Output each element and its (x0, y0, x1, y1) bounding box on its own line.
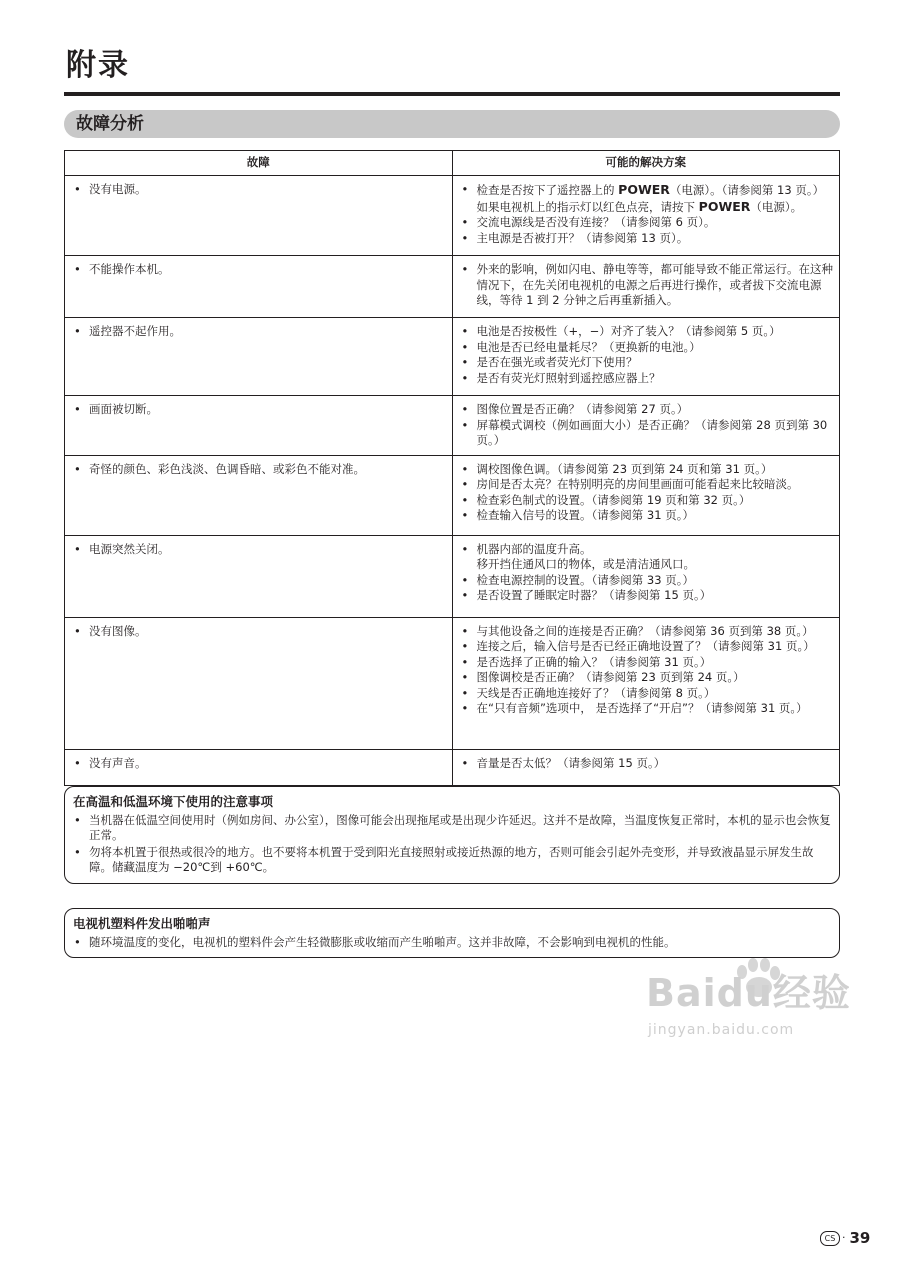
power-key-label: POWER (618, 182, 670, 197)
solution-text: 电池是否已经电量耗尽？（更换新的电池。） (476, 339, 701, 354)
solution-item (461, 477, 834, 493)
solution-cell (452, 617, 840, 749)
problem-cell (65, 318, 453, 396)
bullet-icon: • (74, 755, 81, 770)
solution-item (461, 756, 834, 772)
problem-item (73, 324, 446, 340)
solution-item (461, 262, 834, 309)
bullet-icon: • (461, 541, 469, 556)
bullet-icon: • (74, 182, 81, 196)
solution-text: 图像位置是否正确？（请参阅第 27 页。） (476, 402, 689, 416)
solution-item (461, 701, 834, 717)
problem-item (73, 756, 446, 772)
solution-item (461, 493, 834, 509)
note-item-text: 勿将本机置于很热或很冷的地方。也不要将本机置于受到阳光直接照射或接近热源的地方，否则可能会引起外壳变形，并导致液晶显示屏发生故障。储藏温度为 −20℃到 +60℃。 (89, 844, 814, 874)
solution-text: 房间是否太亮？在特别明亮的房间里画面可能看起来比较暗淡。 (476, 477, 799, 491)
bullet-icon: • (461, 215, 469, 229)
problem-cell (65, 617, 453, 749)
problem-text: 没有声音。 (89, 755, 147, 770)
problem-text: 没有图像。 (89, 623, 147, 638)
problem-text: 画面被切断。 (89, 402, 158, 416)
table-row (65, 176, 840, 256)
bullet-icon: • (461, 572, 469, 587)
solution-item (461, 542, 834, 558)
table-row (65, 396, 840, 456)
table-row (65, 455, 840, 535)
bullet-icon: • (74, 541, 81, 556)
table-header-row (65, 151, 840, 176)
table-row (65, 256, 840, 318)
bullet-icon: • (74, 623, 81, 638)
problem-cell (65, 535, 453, 617)
bullet-icon: • (461, 685, 469, 700)
section-header (64, 110, 840, 138)
note-item (73, 935, 831, 951)
problem-item (73, 182, 446, 198)
watermark-url: jingyan.baidu.com (648, 1022, 795, 1038)
problem-text: 奇怪的颜色、彩色浅淡、色调昏暗、或彩色不能对准。 (89, 461, 365, 476)
section-title: 故障分析 (76, 114, 144, 134)
problem-cell (65, 396, 453, 456)
solution-cell (452, 176, 840, 256)
note-item-text: 当机器在低温空间使用时（例如房间、办公室），图像可能会出现拖尾或是出现少许延迟。这并不是故障，当温度恢复正常时，本机的显示也会恢复正常。 (89, 812, 831, 842)
solution-item (461, 557, 834, 573)
solution-item (461, 402, 834, 418)
solution-text: 外来的影响，例如闪电、静电等等，都可能导致不能正常运行。在这种情况下，在先关闭电视机的电源之后再进行操作，或者拔下交流电源线，等待 1 到 2 分钟之后再重新插入。 (476, 262, 833, 307)
solution-cell (452, 535, 840, 617)
table-body (65, 176, 840, 786)
bullet-icon: • (461, 588, 469, 602)
note-list (65, 813, 839, 883)
bullet-icon: • (461, 670, 469, 684)
solution-text: 电池是否按极性（+，−）对齐了装入？（请参阅第 5 页。） (476, 324, 781, 338)
bullet-icon: • (461, 339, 469, 354)
solution-item (461, 624, 834, 640)
table-row (65, 749, 840, 785)
solution-text: 图像调校是否正确？（请参阅第 23 页到第 24 页。） (476, 670, 745, 684)
problem-text: 没有电源。 (89, 182, 147, 196)
solution-text: 检查电源控制的设置。（请参阅第 33 页。） (476, 572, 694, 587)
bullet-icon: • (461, 230, 469, 245)
problem-cell (65, 749, 453, 785)
bullet-icon: • (461, 492, 469, 507)
solution-text: 是否设置了睡眠定时器？（请参阅第 15 页。） (476, 588, 712, 602)
solution-item (461, 340, 834, 356)
bullet-icon: • (461, 623, 469, 638)
troubleshooting-table (64, 150, 840, 786)
bullet-icon: • (74, 844, 81, 859)
bullet-icon: • (461, 370, 469, 385)
table-row (65, 318, 840, 396)
solution-text: （电源）。（请参阅第 13 页。） (669, 183, 825, 197)
solution-item (461, 182, 834, 199)
solution-item (461, 418, 834, 449)
solution-text: 交流电源线是否没有连接？（请参阅第 6 页）。 (476, 215, 716, 229)
note-title: 在高温和低温环境下使用的注意事项 (73, 794, 274, 809)
bullet-icon: • (74, 402, 81, 416)
problem-text: 电源突然关闭。 (89, 541, 170, 556)
problem-item (73, 542, 446, 558)
solution-text: 检查输入信号的设置。（请参阅第 31 页。） (476, 508, 694, 522)
bullet-icon: • (461, 182, 469, 196)
solution-item (461, 670, 834, 686)
bullet-icon: • (461, 417, 469, 432)
bullet-icon: • (461, 755, 469, 770)
solution-item (461, 231, 834, 247)
problem-item (73, 462, 446, 478)
note-title: 电视机塑料件发出啪啪声 (73, 916, 211, 931)
solution-text: （电源）。 (750, 199, 803, 214)
solution-cell (452, 455, 840, 535)
bullet-icon: • (461, 262, 469, 276)
bullet-icon: • (461, 508, 469, 522)
page-title: 附录 (66, 48, 130, 83)
solution-cell (452, 318, 840, 396)
solution-cell (452, 396, 840, 456)
solution-text: 天线是否正确地连接好了？（请参阅第 8 页。） (476, 685, 716, 700)
solution-item (461, 215, 834, 231)
bullet-icon: • (461, 701, 469, 715)
problem-cell (65, 176, 453, 256)
solution-text: 屏幕模式调校（例如画面大小）是否正确？（请参阅第 28 页到第 30 页。） (476, 417, 828, 447)
solution-item (461, 588, 834, 604)
bullet-icon: • (461, 477, 469, 491)
solution-item (461, 686, 834, 702)
footer-separator: · (842, 1231, 846, 1244)
solution-item (461, 639, 834, 655)
problem-item (73, 624, 446, 640)
solution-item (461, 573, 834, 589)
solution-item (461, 199, 834, 216)
solution-cell (452, 256, 840, 318)
note-box-plastic-noise (64, 908, 840, 958)
solution-text: 移开挡住通风口的物体，或是清洁通风口。 (476, 557, 695, 571)
solution-text: 机器内部的温度升高。 (476, 541, 592, 556)
solution-text: 如果电视机上的指示灯以红色点亮，请按下 (476, 199, 699, 214)
problem-item (73, 402, 446, 418)
solution-item (461, 462, 834, 478)
solution-item (461, 508, 834, 524)
solution-text: 检查是否按下了遥控器上的 (476, 183, 619, 197)
solution-item (461, 371, 834, 387)
problem-cell (65, 256, 453, 318)
bullet-icon: • (74, 934, 81, 949)
bullet-icon: • (74, 262, 81, 276)
solution-text: 音量是否太低？（请参阅第 15 页。） (476, 755, 666, 770)
solution-text: 是否在强光或者荧光灯下使用？ (476, 355, 638, 369)
column-header-solution: 可能的解决方案 (452, 151, 840, 176)
solution-text: 主电源是否被打开？（请参阅第 13 页）。 (476, 230, 689, 245)
page-number: 39 (849, 1229, 871, 1247)
note-list (65, 935, 839, 958)
solution-text: 调校图像色调。（请参阅第 23 页到第 24 页和第 31 页。） (476, 461, 773, 476)
solution-text: 是否有荧光灯照射到遥控感应器上？ (476, 370, 661, 385)
language-badge: CS (820, 1231, 840, 1246)
column-header-problem: 故障 (65, 151, 453, 176)
problem-item (73, 262, 446, 278)
bullet-icon: • (74, 812, 81, 827)
solution-item (461, 324, 834, 340)
table-row (65, 617, 840, 749)
bullet-icon: • (461, 324, 469, 338)
problem-cell (65, 455, 453, 535)
solution-text: 在“只有音频”选项中， 是否选择了“开启”？（请参阅第 31 页。） (476, 701, 808, 715)
bullet-icon: • (74, 324, 81, 338)
bullet-icon: • (461, 639, 469, 653)
solution-text: 检查彩色制式的设置。（请参阅第 19 页和第 32 页。） (476, 492, 751, 507)
page-footer (820, 1228, 870, 1248)
solution-text: 连接之后，输入信号是否已经正确地设置了？（请参阅第 31 页。） (476, 639, 815, 653)
solution-text: 是否选择了正确的输入？（请参阅第 31 页。） (476, 654, 712, 669)
bullet-icon: • (74, 461, 81, 476)
title-rule (64, 92, 840, 96)
problem-text: 不能操作本机。 (89, 262, 170, 276)
solution-text: 与其他设备之间的连接是否正确？（请参阅第 36 页到第 38 页。） (476, 623, 814, 638)
bullet-icon: • (461, 402, 469, 416)
baidu-watermark (646, 958, 856, 1052)
note-box-temperature (64, 786, 840, 884)
bullet-icon: • (461, 355, 469, 369)
solution-item (461, 355, 834, 371)
power-key-label: POWER (698, 198, 751, 214)
problem-text: 遥控器不起作用。 (89, 324, 181, 338)
watermark-logo: Baidu经验 (646, 971, 851, 1015)
note-item-text: 随环境温度的变化，电视机的塑料件会产生轻微膨胀或收缩而产生啪啪声。这并非故障，不会影响到电视机的性能。 (89, 934, 676, 949)
table-row (65, 535, 840, 617)
note-item (73, 813, 831, 844)
bullet-icon: • (461, 461, 469, 476)
solution-cell (452, 749, 840, 785)
bullet-icon: • (461, 654, 469, 669)
solution-item (461, 655, 834, 671)
note-item (73, 845, 831, 876)
